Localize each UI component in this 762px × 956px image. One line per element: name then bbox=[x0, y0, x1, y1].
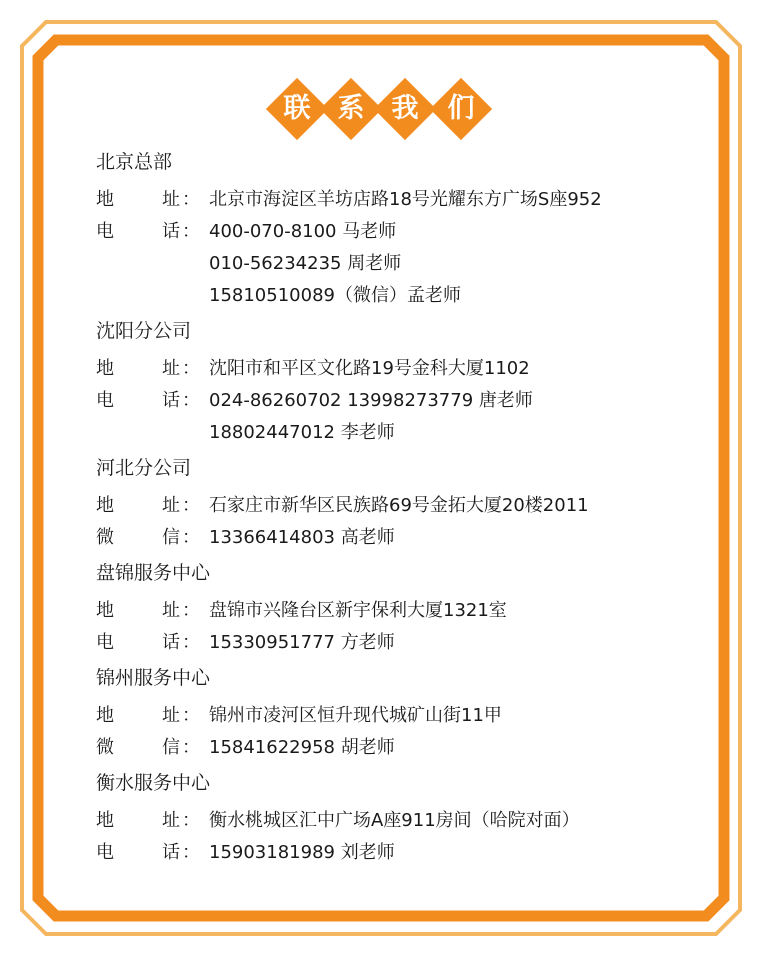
field-label-char1: 电 bbox=[96, 390, 114, 411]
info-row bbox=[96, 184, 696, 216]
field-value: 010-56234235 周老师 bbox=[209, 253, 402, 274]
field-value: 024-86260702 13998273779 唐老师 bbox=[209, 390, 533, 411]
field-value: 锦州市凌河区恒升现代城矿山街11甲 bbox=[209, 705, 502, 726]
field-label-char1: 地 bbox=[96, 705, 114, 726]
field-colon: ： bbox=[182, 495, 200, 516]
info-row bbox=[96, 700, 696, 732]
info-row bbox=[96, 732, 696, 764]
field-value: 15841622958 胡老师 bbox=[209, 737, 395, 758]
office-section bbox=[96, 145, 696, 312]
contact-us-title bbox=[0, 78, 762, 140]
office-name: 盘锦服务中心 bbox=[96, 562, 211, 584]
field-colon: ： bbox=[182, 600, 200, 621]
field-colon: ： bbox=[182, 737, 200, 758]
field-colon: ： bbox=[182, 189, 200, 210]
field-value: 15330951777 方老师 bbox=[209, 632, 395, 653]
info-row bbox=[96, 280, 696, 312]
field-label-char2: 址 bbox=[162, 495, 180, 516]
info-row bbox=[96, 417, 696, 449]
field-colon: ： bbox=[182, 705, 200, 726]
field-value: 15903181989 刘老师 bbox=[209, 842, 395, 863]
info-row bbox=[96, 248, 696, 280]
title-char: 们 bbox=[447, 93, 475, 124]
field-value: 沈阳市和平区文化路19号金科大厦1102 bbox=[209, 358, 530, 379]
field-colon: ： bbox=[182, 632, 200, 653]
info-row bbox=[96, 385, 696, 417]
info-row bbox=[96, 522, 696, 554]
field-value: 北京市海淀区羊坊店路18号光耀东方广场S座952 bbox=[209, 189, 602, 210]
field-label-char2: 话 bbox=[162, 390, 180, 411]
office-name: 河北分公司 bbox=[96, 457, 192, 479]
info-row bbox=[96, 627, 696, 659]
field-value: 15810510089（微信）孟老师 bbox=[209, 285, 461, 306]
title-diamond bbox=[320, 78, 382, 140]
title-char: 我 bbox=[391, 93, 419, 124]
field-label-char1: 地 bbox=[96, 358, 114, 379]
info-row bbox=[96, 216, 696, 248]
title-char: 联 bbox=[283, 93, 311, 124]
field-label-char2: 址 bbox=[162, 600, 180, 621]
field-label-char2: 信 bbox=[162, 527, 180, 548]
field-label-char2: 址 bbox=[162, 189, 180, 210]
field-label-char2: 信 bbox=[162, 737, 180, 758]
field-label-char1: 地 bbox=[96, 189, 114, 210]
info-row bbox=[96, 353, 696, 385]
office-name: 锦州服务中心 bbox=[96, 667, 211, 689]
field-label-char2: 话 bbox=[162, 221, 180, 242]
field-colon: ： bbox=[182, 358, 200, 379]
field-label-char1: 地 bbox=[96, 600, 114, 621]
office-section bbox=[96, 556, 696, 659]
field-label-char1: 微 bbox=[96, 527, 114, 548]
field-label-char1: 地 bbox=[96, 495, 114, 516]
info-row bbox=[96, 837, 696, 869]
field-label-char1: 地 bbox=[96, 810, 114, 831]
field-value: 400-070-8100 马老师 bbox=[209, 221, 397, 242]
title-diamond bbox=[266, 78, 328, 140]
field-colon: ： bbox=[182, 390, 200, 411]
field-value: 18802447012 李老师 bbox=[209, 422, 395, 443]
field-label-char1: 电 bbox=[96, 221, 114, 242]
title-char: 系 bbox=[337, 93, 365, 124]
office-name: 沈阳分公司 bbox=[96, 320, 192, 342]
field-colon: ： bbox=[182, 810, 200, 831]
office-name: 北京总部 bbox=[96, 151, 173, 173]
title-diamond bbox=[430, 78, 492, 140]
contact-list bbox=[96, 143, 696, 869]
field-value: 石家庄市新华区民族路69号金拓大厦20楼2011 bbox=[209, 495, 589, 516]
info-row bbox=[96, 490, 696, 522]
field-label-char2: 址 bbox=[162, 810, 180, 831]
office-name: 衡水服务中心 bbox=[96, 772, 211, 794]
office-section bbox=[96, 661, 696, 764]
field-label-char2: 话 bbox=[162, 842, 180, 863]
field-colon: ： bbox=[182, 221, 200, 242]
field-label-char1: 微 bbox=[96, 737, 114, 758]
title-diamond bbox=[374, 78, 436, 140]
info-row bbox=[96, 805, 696, 837]
office-section bbox=[96, 451, 696, 554]
field-colon: ： bbox=[182, 842, 200, 863]
field-label-char1: 电 bbox=[96, 842, 114, 863]
office-section bbox=[96, 766, 696, 869]
info-row bbox=[96, 595, 696, 627]
field-value: 盘锦市兴隆台区新宇保利大厦1321室 bbox=[209, 600, 507, 621]
field-colon: ： bbox=[182, 527, 200, 548]
office-section bbox=[96, 314, 696, 449]
field-label-char2: 话 bbox=[162, 632, 180, 653]
field-label-char1: 电 bbox=[96, 632, 114, 653]
field-label-char2: 址 bbox=[162, 358, 180, 379]
field-value: 13366414803 高老师 bbox=[209, 527, 395, 548]
field-label-char2: 址 bbox=[162, 705, 180, 726]
field-value: 衡水桃城区汇中广场A座911房间（哈院对面） bbox=[209, 810, 580, 831]
